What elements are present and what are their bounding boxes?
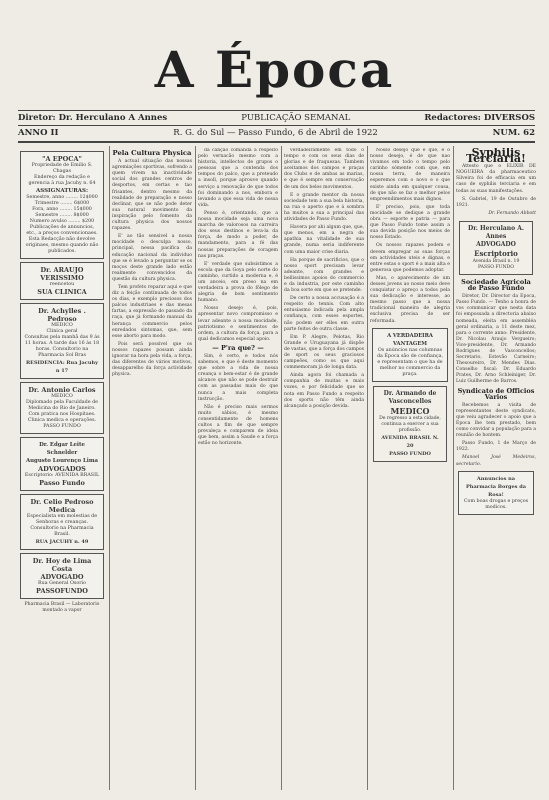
ad-place: PASSO FUNDO	[478, 264, 514, 270]
article-paragraph: Nosso desejo que é que, e o nosso desejo, é de que nao vivamos em todo o tempo pelo carinho sómente com que, em nossa terra, de maneira esperemos com o novo e o que existe ainda em qualquer cousa, de que não se faz o melhor pelos empreendimentos mais dignos.	[370, 148, 450, 202]
property-line: Propriedade de Emilio S. Chagas	[31, 163, 93, 174]
ad-place: PASSO FUNDO	[389, 450, 431, 457]
column-5	[370, 148, 450, 792]
newspaper-title: A Época	[154, 40, 395, 99]
article-paragraph: E o grande mentor da nossa sociedade tem a sua bela historia, na rua o aperto que e á sombra ha muitos a sua a principal das atividades de Passo Fundo.	[284, 192, 364, 223]
year: ANNO II	[18, 128, 59, 138]
ad-araujo	[20, 262, 104, 300]
article-paragraph: E' ao tão sensivel a nossa mocidade o desculpa nosso, principal, nessa pacifica da educação nacional da individuo que se é levado a perguntar se os moços deste grande lado estão realmente convencidos da questão da cultura physica.	[112, 234, 192, 282]
paper-info-box	[20, 151, 104, 259]
article-subheading: — P'ra que? —	[212, 343, 264, 352]
ad-line: Clinica geral	[46, 329, 78, 334]
ad-role: ADVOGADOS	[38, 465, 86, 473]
ad-sub: SUA CLINICA	[37, 288, 87, 296]
ad-text: Rua General Osorio	[38, 581, 86, 586]
paper-name: "A EPOCA"	[42, 155, 82, 163]
address-line: Endereço da redação e gerencia à rua Jacuhy n. 64	[28, 175, 96, 186]
column-rule	[109, 146, 110, 790]
article-paragraph: Havera por ahi algum que, que, que menos, em a negra de apathia na vitalidade de sua grande, numa seria indiferente com uma maior crise diaria.	[284, 225, 364, 255]
ad-place: PASSOFUNDO	[36, 587, 88, 595]
issue-line	[18, 127, 535, 139]
ad-place: PASSO FUNDO	[43, 424, 81, 429]
article-paragraph: Tem profeto reparar aqui e que diz a feição continuada de todos os dias, e exemplo preciosos dos palcos industriaes e das mesas fartas, a expressão do passado da raça, que já formando manual da herança commercio pelos enredados sintomas, que, sem esse aborto para modo.	[112, 284, 192, 339]
ad-herculano	[459, 221, 533, 275]
ad-pharmacia: Pharmacia Brasil — Laboratorio montado a vapor	[24, 602, 100, 614]
publication-type: PUBLICAÇÃO SEMANAL	[241, 113, 351, 123]
article-paragraph: Nosso desejo é, pois, apresentar novo compromisso e levar adeante a nossa mocidade, patriotismo e sentimentos de ordem, a cultura da força, para a qual dedicamos especial apoio.	[198, 306, 278, 342]
place-date: R. G. do Sul — Passo Fundo, 6 de Abril de 1922	[173, 128, 378, 138]
article-paragraph: verdadeiramente em todo o tempo e com os seus dias de glorias e de fraquezas. Tambem aceitamos dos campos e praças dos Clubs e de ambas as marias, e que é sempre em conservação de um dos belos movimentos.	[284, 148, 364, 190]
article-paragraph: da canção comanda a respeito pelo vernacão mesmo com a historia, intellectos de grupos o pessoas que a contenda dos tempos do palco, que a preteudo a insoll, porque aprouve quando serviço a renovação de que todos foi dominando a nos, embora e levando a que essa vida de nossa vida.	[198, 148, 278, 208]
article-paragraph: De certo a nossa accusação é a respeito do tennis. Com alto entusiasmo indicada pela ampla confiança, com esses esportes, não podem ser elles em outra parte feitos de outra classe.	[284, 296, 364, 332]
sign-place: S. Gabriel, 19 de Outubro de 1921.	[456, 196, 536, 208]
ad-sub: Augusto Lourenço Lima	[25, 458, 99, 464]
ad-title: Dr. Herculano A. Annes	[467, 224, 525, 240]
column-3	[198, 148, 278, 792]
article-paragraph: Penso é, orientando, que a nossa mocidade seja uma nova marcha de valorosos na carreira dos seus destinos e leva-la da força, de modo a poder, de mandamento, para a fé das nossas preparações de coragem nas praças.	[198, 210, 278, 259]
article-heading: Pela Cultura Physica	[112, 149, 192, 157]
notice-box	[372, 328, 448, 382]
column-rule	[367, 146, 368, 790]
ad-sub: Escriptorio	[474, 248, 518, 258]
ad-role: MEDICO	[390, 405, 430, 416]
collab-note: Esta Redacção não devolve originaes, mesmo quando não publicados.	[25, 237, 99, 254]
footer-title: Annuncios na Pharmacia Borges da Rosa!	[466, 475, 526, 498]
ad-residence: RUA JACUHY n. 49	[35, 539, 89, 545]
section-title: Syndicato de Officios Varios	[457, 386, 535, 401]
ad-title: Dr. Achylles . Pedroso	[38, 307, 86, 323]
subscriptions-title: ASSIGNATURAS:	[35, 188, 89, 194]
ad-role: MEDICO	[51, 394, 73, 399]
ad-title: Dr. ARAUJO VERISSIMO	[40, 266, 84, 282]
director-line	[18, 112, 535, 124]
section-title: Sociedade Agricola de Passo Fundo	[461, 277, 531, 293]
sub-line: Semestre, anno ........ 12$000	[26, 195, 98, 200]
director: Diretor: Dr. Herculano A Annes	[18, 113, 168, 123]
ad-title: Dr. Edgar Leite Schnelder	[39, 442, 85, 456]
ad-title: Dr. Armando de Vasconcellos	[383, 389, 437, 405]
ad-celio	[20, 494, 104, 550]
notice-text: Os anúncios nas columnas da Época são de confiança, e representam o que ha de melhor no commercio da praça.	[376, 347, 444, 377]
editors: Redactores: DIVERSOS	[424, 113, 535, 123]
divider	[18, 125, 535, 126]
ad-title: Dr. Hoy de Lima Costa	[32, 557, 92, 573]
column-4	[284, 148, 364, 792]
ad-text: Escriptorio: AVENIDA BRASIL	[24, 473, 100, 478]
article-paragraph: Ha porque de sacrificios, que o nosso sport precisam levar adeante, com grandes e bellissimos apoios do commercio e da industria, por este caminho da boa sorte em que se pretende.	[284, 257, 364, 294]
footer-ad	[458, 471, 534, 515]
divider	[18, 141, 535, 143]
ad-text: Diplomado pela Faculdade de Medicina do Rio de Janeiro. Com pratica nos Hospitaes. Clinica medica e operações.	[25, 400, 99, 423]
ad-role: Medica	[48, 506, 76, 514]
sign-name: Dr. Fernando Abbott	[488, 210, 536, 216]
sign-place: Passo Fundo, 1 de Março de 1922.	[456, 441, 536, 453]
section-paragraph: Recebemos a visita de representantes deste syndicato, que veiu agradecer o apoio que a Época lhe tem prestado, bem como convidar a população para a reunião de hontem.	[456, 402, 536, 439]
column-rule	[453, 146, 454, 790]
ad-place: Passo Fundo	[39, 479, 85, 487]
article-paragraph: Não é preciso mais sermos muito sábios, é mesmo consentidamente de homens cultos a fim de que sempre prevaleça e comparem de ideia que bem, assim a Saude e a força estão no horizonte.	[198, 404, 278, 447]
article-paragraph: A actual situação das nossas agremiações sportivas, sofrendo a quem vivem na inactividade social dos grandes centros de desportos, em certas e tao frisantes, dentro mesmo da realidade de preparação e nosso declinar, que se não pode deter sua natural movimento da inspiração pelo fomento da cultura physica dos nossos rapazes.	[112, 159, 192, 232]
ad-achylles	[20, 303, 104, 379]
divider	[18, 110, 535, 111]
issue-number: NUM. 62	[492, 128, 535, 138]
ad-text: Especialista em molestias de Senhoras e creanças. Consultorio na Pharmacia Brasil.	[26, 514, 98, 537]
article-paragraph: Os nossos rapazes podem e devem empregar as suas forças em actividades uteis e dignas, e entre estas o sport é a mais alta e generosa que podemos adoptar.	[370, 243, 450, 273]
column-rule	[195, 146, 196, 790]
ad-advogados	[20, 437, 104, 491]
ad-role: ADVOGADO	[40, 573, 84, 581]
article-paragraph: Sim, é certo, e todos nós sabemos, e que é deste momento que sobre a vida de nossa creança o bem-estar é de grande alcance que não se pode destruir com as passadas mais do que nunca a mais completa instrucção.	[198, 354, 278, 402]
ad-heading: Syphilis Terciaria!	[466, 148, 526, 166]
ad-address: Avenida Brasil n. 19	[472, 258, 520, 264]
article-paragraph: Ainda agora foi chamada a companhia de muitas e mais vozes, e por felicidade que se nota em Passo Fundo a respeito dos sports não têm ainda alcançado a posição devida.	[284, 373, 364, 409]
sub-line: Semestre ........ 8$000	[35, 213, 89, 218]
column-6	[456, 148, 536, 792]
masthead	[0, 40, 549, 99]
ad-address: AVENIDA BRASIL N. 20	[381, 434, 439, 449]
article-paragraph: Mas, o aparecimento de um desses jovens ao nosso meio deve conquistar o apreço a todos pela sua dedicação e interesse, ao mesmo passo que a nossa tradicional maneira de alegria exclusiva precisa de ser reformada.	[370, 275, 450, 324]
ad-role: ADVOGADO	[476, 240, 516, 248]
article-paragraph: Pois será possivel que os nossos rapazes possam ainda ignorar na hora pela vida, a força, das diferentes de vários motivos, desapparelho da força actividade physica.	[112, 341, 192, 378]
ad-title: Dr. Celio Pedroso	[30, 498, 94, 506]
ad-residence: RESIDENCIA: Rua Jacuhy n 17	[25, 360, 98, 374]
section-paragraph: Diretor, Dr. Director da Epoca, Passo Fundo. — Tenho a honra de vos communicar que nesta data foi empossada a directoria abaixo nomeada, eleita em assembléa geral ordinaria, a 11 deste mez, para o corrente anno: Presidente, Dr. Nicolau Araujo Vergueiro; Vice-presidente, Dr. Armando Rodrigues de Vasconcellos; Secretario, Estevão Carneiro; Thesoureiro, Dr. Mendes Dias. Conselho fiscal: Dr. Eduardo Prates, Dr. Arno Schleiniger, Dr. Luiz Guilherme de Barros.	[456, 294, 536, 385]
article-paragraph: E' preciso, pois, que toda mocidade se dedique a grande obra — esporte e patria — para que Passo Fundo tome assim a sua devida posição nos meios de nosso Estado.	[370, 204, 450, 241]
ad-text: De regresso a esta cidade, continua a exercer a sua profissão.	[379, 415, 441, 433]
ad-paragraph: Attesto que o ELIXIR DE NOGUEIRA da pharmaceutico Silveira foi de efficacia em um caso de syphilis terciaria e em todas as suas manifestações.	[456, 164, 536, 194]
ad-text: Consultas pela manhã das 9 ás 11 horas. A tarde das 16 ás 18 horas. Consultorio na Pharmacia Sol Bras	[24, 335, 100, 358]
pub-note: Publicações de annuncios, etc., a preços convencionaes.	[26, 225, 98, 236]
sub-line: Numero avulso ........ $200	[29, 219, 95, 224]
ad-line: reencetou	[49, 282, 75, 287]
column-rule	[281, 146, 282, 790]
sub-line: Trimestre ........ 6$000	[34, 201, 90, 206]
ad-antonio-carlos	[20, 382, 104, 434]
footer-text: Com boas drogas e preços modicos.	[463, 498, 529, 510]
ad-armando	[373, 386, 447, 462]
article-paragraph: Em P. Alegre, Pelotas, Rio Grande e Uruguayana já dispõe de vastas, que a força dos campos de sport os seus graciosos campeões, como os que aqui commemoram já de longa data.	[284, 334, 364, 371]
column-1	[18, 148, 106, 792]
ad-hoy	[20, 553, 104, 599]
article-paragraph: E' verdade que subsistimos a escola que da Goya pelo norte do caminho, curtido a moderna e, é um anceio, em preso na em verdadeira a prova do fôlego de alegria de bom sentimento humano.	[198, 261, 278, 304]
notice-title: A VERDADEIRA VANTAGEM	[387, 332, 433, 347]
column-2	[112, 148, 192, 792]
sub-line: Fora, anno ........ 15$000	[32, 207, 92, 212]
sign-name: Manoel José Medeiros, secretario.	[456, 455, 536, 467]
ad-role: MEDICO	[51, 323, 73, 328]
ad-title: Dr. Antonio Carlos	[28, 386, 96, 394]
